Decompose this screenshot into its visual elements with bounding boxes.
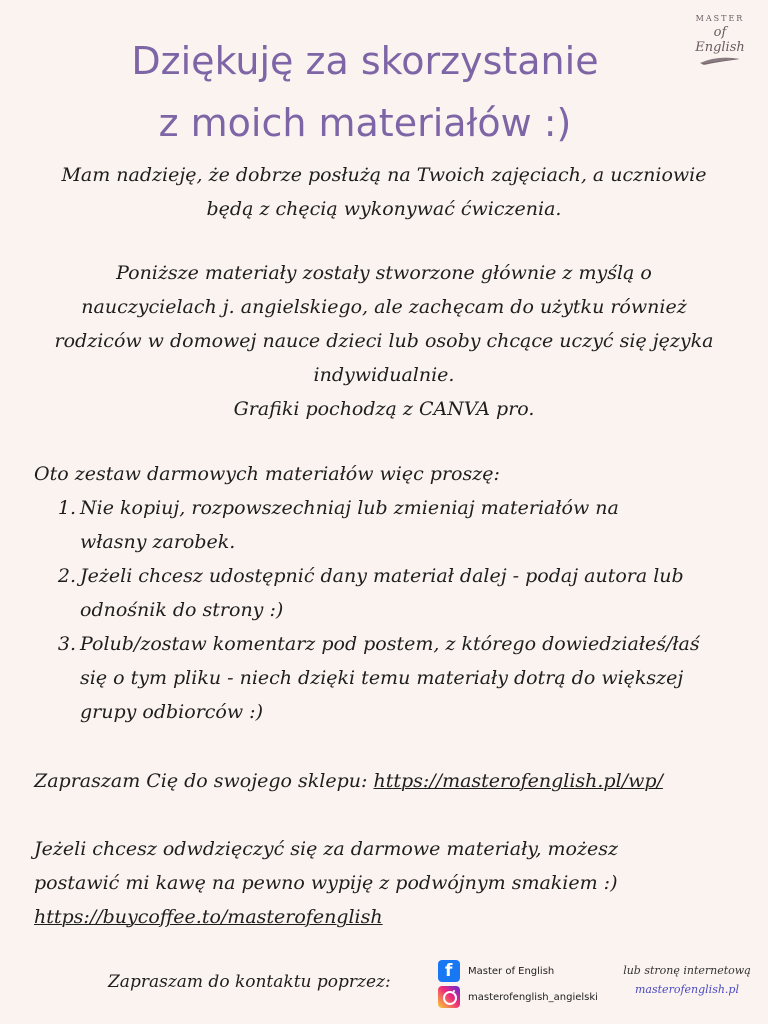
donate-section: [34, 832, 734, 934]
list-number: 1.: [57, 497, 76, 519]
page-title: [0, 30, 768, 154]
title-line-1: Dziękuję za skorzystanie: [131, 39, 599, 83]
text-line: rodziców w domowej nauce dzieci lub osoby chcące uczyć się języka: [54, 330, 714, 352]
text-line: Jeżeli chcesz odwdzięczyć się za darmowe materiały, możesz: [34, 838, 618, 860]
text-line: odnośnik do strony :): [80, 599, 284, 621]
text-line: Jeżeli chcesz udostępnić dany materiał dalej - podaj autora lub: [80, 565, 684, 587]
contact-label: Zapraszam do kontaktu poprzez:: [108, 972, 391, 992]
intro-paragraph: [28, 158, 740, 226]
list-number: 3.: [57, 633, 76, 655]
instagram-contact[interactable]: [438, 986, 598, 1008]
text-line: Nie kopiuj, rozpowszechniaj lub zmieniaj materiałów na: [80, 497, 619, 519]
facebook-name: Master of English: [468, 965, 555, 977]
logo-master-text: MASTER: [695, 14, 745, 23]
instagram-icon: [438, 986, 460, 1008]
website-link[interactable]: masterofenglish.pl: [635, 983, 739, 996]
shop-text: Zapraszam Cię do swojego sklepu:: [34, 770, 374, 792]
text-line: Mam nadzieję, że dobrze posłużą na Twoich zajęciach, a uczniowie: [61, 164, 707, 186]
text-line: grupy odbiorców :): [80, 701, 263, 723]
text-line: się o tym pliku - niech dzięki temu materiały dotrą do większej: [80, 667, 684, 689]
text-line: Grafiki pochodzą z CANVA pro.: [233, 398, 535, 420]
list-item: [34, 627, 734, 729]
list-number: 2.: [57, 565, 76, 587]
list-item-text: [80, 559, 734, 627]
website-label: lub stronę internetową: [623, 964, 751, 977]
text-line: nauczycielach j. angielskiego, ale zachęcam do użytku również: [81, 296, 687, 318]
shop-invite: [34, 764, 734, 798]
list-item: [34, 559, 734, 627]
title-line-2: z moich materiałów :): [158, 101, 572, 145]
rules-list: [34, 491, 734, 729]
list-item: [34, 491, 734, 559]
donate-link[interactable]: https://buycoffee.to/masterofenglish: [34, 906, 383, 928]
facebook-contact[interactable]: [438, 960, 554, 982]
list-item-text: [80, 491, 734, 559]
facebook-icon: f: [438, 960, 460, 982]
text-line: Poniższe materiały zostały stworzone głównie z myślą o: [116, 262, 652, 284]
text-line: postawić mi kawę na pewno wypiję z podwójnym smakiem :): [34, 872, 618, 894]
logo-script-text: of English: [695, 25, 745, 55]
shop-link[interactable]: https://masterofenglish.pl/wp/: [373, 770, 663, 792]
website-contact: [612, 964, 762, 996]
text-line: Polub/zostaw komentarz pod postem, z którego dowiedziałeś/łaś: [80, 633, 700, 655]
info-paragraph: [28, 256, 740, 426]
instagram-handle: masterofenglish_angielski: [468, 991, 598, 1003]
text-line: własny zarobek.: [80, 531, 236, 553]
text-line: będą z chęcią wykonywać ćwiczenia.: [206, 198, 562, 220]
text-line: indywidualnie.: [313, 364, 455, 386]
rules-intro: Oto zestaw darmowych materiałów więc proszę:: [34, 463, 500, 485]
list-item-text: [80, 627, 734, 729]
